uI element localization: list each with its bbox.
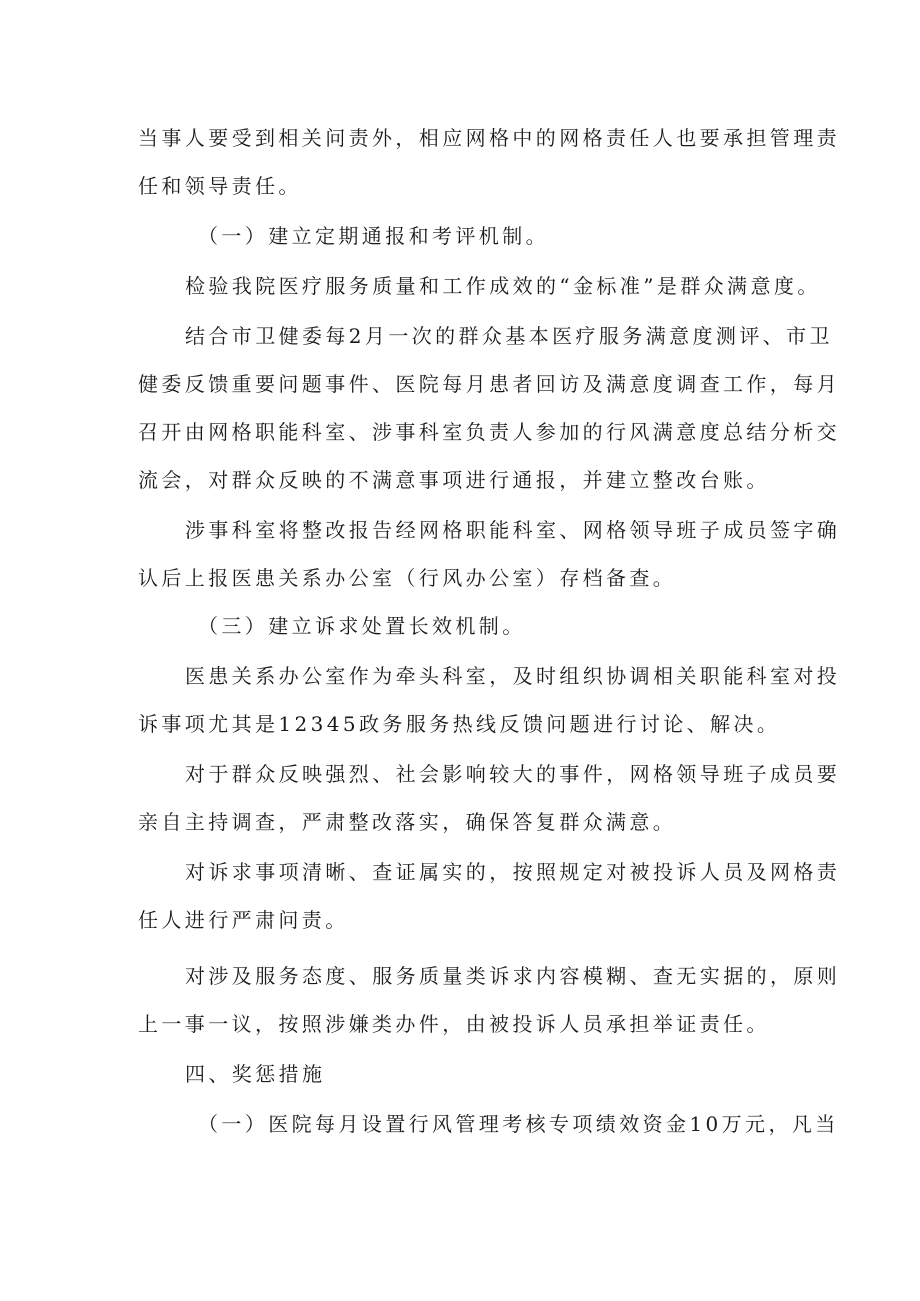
text-line-17: 任人进行严肃问责。 [138,908,349,932]
text-line-1: 当事人要受到相关问责外，相应网格中的网格责任人也要承担管理责 [138,126,840,150]
text-line-9: 涉事科室将整改报告经网格职能科室、网格领导班子成员签字确 [185,518,841,542]
text-line-18: 对涉及服务态度、服务质量类诉求内容模糊、查无实据的，原则 [185,964,841,988]
section-heading-4: 四、奖惩措施 [185,1062,326,1086]
text-line-21: （一）医院每月设置行风管理考核专项绩效资金10万元，凡当 [198,1112,839,1136]
text-line-2: 任和领导责任。 [138,174,302,198]
text-line-6: 健委反馈重要问题事件、医院每月患者回访及满意度调查工作，每月 [138,372,840,396]
text-line-4: 检验我院医疗服务质量和工作成效的“金标准”是群众满意度。 [185,274,821,298]
text-line-15: 亲自主持调查，严肃整改落实，确保答复群众满意。 [138,810,677,834]
text-line-7: 召开由网格职能科室、涉事科室负责人参加的行风满意度总结分析交 [138,420,840,444]
section-heading-3: （三）建立诉求处置长效机制。 [198,614,526,638]
text-line-16: 对诉求事项清晰、查证属实的，按照规定对被投诉人员及网格责 [185,860,841,884]
text-line-5: 结合市卫健委每2月一次的群众基本医疗服务满意度测评、市卫 [185,324,833,348]
text-line-8: 流会，对群众反映的不满意事项进行通报，并建立整改台账。 [138,468,770,492]
section-heading-1: （一）建立定期通报和考评机制。 [198,224,549,248]
text-line-14: 对于群众反映强烈、社会影响较大的事件，网格领导班子成员要 [185,762,841,786]
text-line-10: 认后上报医患关系办公室（行风办公室）存档备查。 [138,566,677,590]
text-line-12: 医患关系办公室作为牵头科室，及时组织协调相关职能科室对投 [185,664,841,688]
text-line-19: 上一事一议，按照涉嫌类办件，由被投诉人员承担举证责任。 [138,1012,770,1036]
text-line-13: 诉事项尤其是12345政务服务热线反馈问题进行讨论、解决。 [138,712,781,736]
